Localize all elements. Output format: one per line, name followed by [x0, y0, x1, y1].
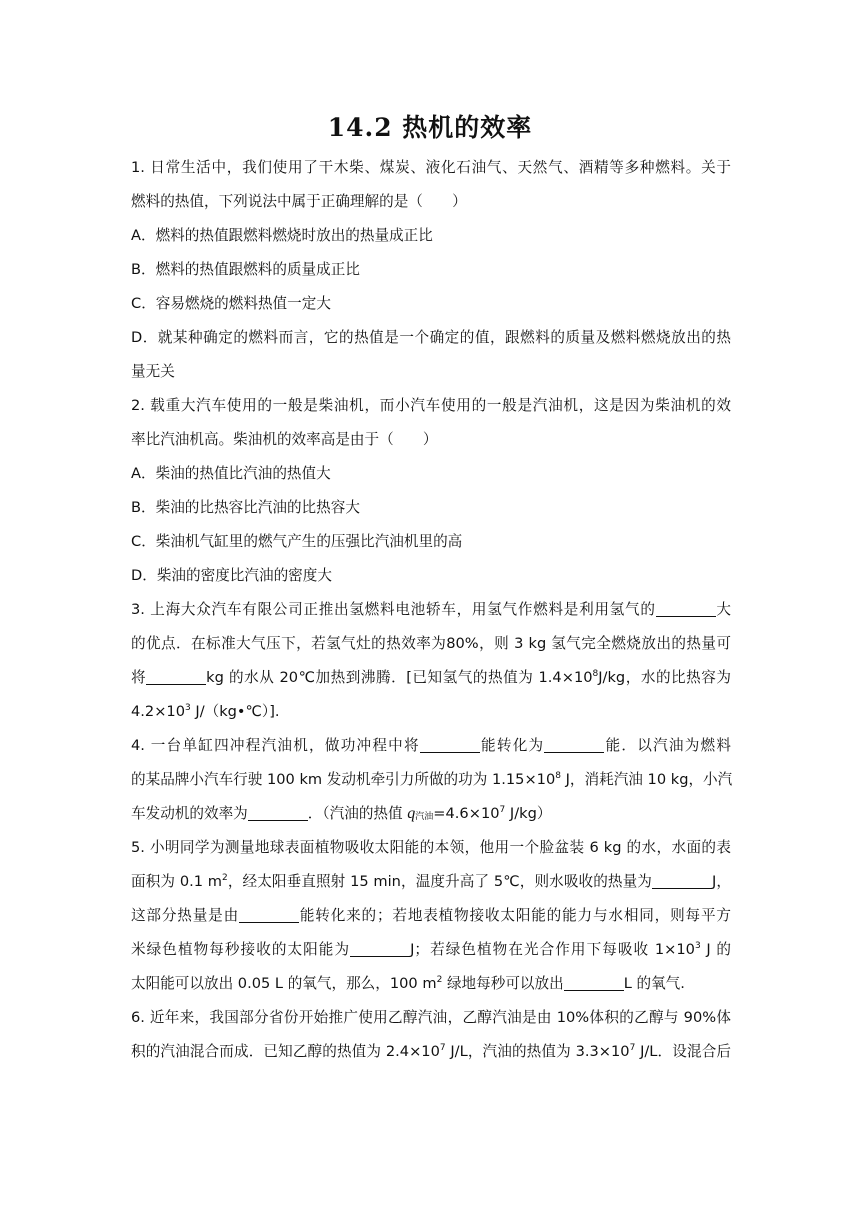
answer-blank[interactable] [350, 940, 410, 957]
question-list [131, 151, 731, 1069]
q2-option-c: C．柴油机气缸里的燃气产生的压强比汽油机里的高 [131, 533, 463, 550]
q4-line-2: 的某品牌小汽车行驶 100 km 发动机牵引力所做的功为 $1.15\times 10^8$ J，消耗汽油 10 kg，小汽 [131, 771, 733, 788]
q6-line-1: 6. 近年来，我国部分省份开始推广使用乙醇汽油，乙醇汽油是由 10%体积的乙醇与 90%体 [131, 1009, 731, 1026]
q1-option-c: C．容易燃烧的燃料热值一定大 [131, 295, 331, 312]
q5-line-2: 面积为 0.1 $m^2$，经太阳垂直照射 15 min，温度升高了 5℃，则水吸收的热量为 J， [131, 873, 732, 890]
answer-blank[interactable] [656, 600, 716, 617]
q3-line-2: 的优点．在标准大气压下，若氢气灶的热效率为80%，则 3 kg 氢气完全燃烧放出的热量可 [131, 635, 731, 652]
q1-stem-line-2: 燃料的热值，下列说法中属于正确理解的是（ ） [131, 193, 467, 210]
q2-stem-line-2: 率比汽油机高。柴油机的效率高是由于（ ） [131, 431, 438, 448]
q5-line-4: 米绿色植物每秒接收的太阳能为 J；若绿色植物在光合作用下每吸收 $1\times 10^3$ J 的 [131, 941, 731, 958]
q1-option-a: A．燃料的热值跟燃料燃烧时放出的热量成正比 [131, 227, 433, 244]
answer-blank[interactable] [248, 804, 308, 821]
q5-line-5: 太阳能可以放出 0.05 L 的氧气，那么，100 $m^2$ 绿地每秒可以放出 L 的氧气. [131, 975, 685, 992]
answer-blank[interactable] [420, 736, 480, 753]
q3-line-3: 将 kg 的水从 20℃加热到沸腾．[已知氢气的热值为 $1.4\times 10^8J/kg$，水的比热容为 [131, 669, 731, 686]
page-title: 14.2 热机的效率 [327, 113, 533, 142]
q2-option-b: B．柴油的比热容比汽油的比热容大 [131, 499, 360, 516]
q2-stem-line-1: 2. 载重大汽车使用的一般是柴油机，而小汽车使用的一般是汽油机，这是因为柴油机的效 [131, 397, 731, 414]
q2-option-a: A．柴油的热值比汽油的热值大 [131, 465, 331, 482]
q5-line-3: 这部分热量是由 能转化来的；若地表植物接收太阳能的能力与水相同，则每平方 [131, 907, 731, 924]
q4-line-3: 车发动机的效率为 ．（汽油的热值 q汽油$=4.6\times 10^7$ J/kg） [131, 805, 552, 822]
answer-blank[interactable] [146, 668, 206, 685]
q3-line-1: 3. 上海大众汽车有限公司正推出氢燃料电池轿车，用氢气作燃料是利用氢气的 大 [131, 601, 731, 618]
answer-blank[interactable] [239, 906, 299, 923]
q1-option-d-line-1: D．就某种确定的燃料而言，它的热值是一个确定的值，跟燃料的质量及燃料燃烧放出的热 [131, 329, 731, 346]
answer-blank[interactable] [652, 872, 712, 889]
q3-line-4: $4.2\times 10^3$ J/（kg•℃）]. [131, 703, 280, 720]
answer-blank[interactable] [544, 736, 604, 753]
answer-blank[interactable] [564, 974, 624, 991]
q5-line-1: 5. 小明同学为测量地球表面植物吸收太阳能的本领，他用一个脸盆装 6 kg 的水，水面的表 [131, 839, 731, 856]
q1-option-b: B．燃料的热值跟燃料的质量成正比 [131, 261, 360, 278]
q4-line-1: 4. 一台单缸四冲程汽油机，做功冲程中将 能转化为 能．以汽油为燃料 [131, 737, 731, 754]
q1-option-d-line-2: 量无关 [131, 363, 175, 380]
q2-option-d: D．柴油的密度比汽油的密度大 [131, 567, 332, 584]
q1-stem-line-1: 1. 日常生活中，我们使用了干木柴、煤炭、液化石油气、天然气、酒精等多种燃料。关于 [131, 159, 731, 176]
q6-line-2: 积的汽油混合而成．已知乙醇的热值为 $2.4\times 10^7$ J/L，汽油的热值为 $3.3\times 10^7$ J/L．设混合后 [131, 1043, 731, 1060]
